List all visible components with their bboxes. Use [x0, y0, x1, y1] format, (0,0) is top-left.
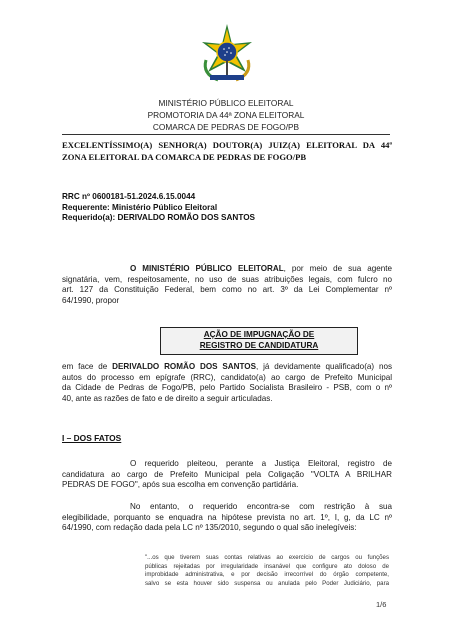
- requerente: Requerente: Ministério Público Eleitoral: [62, 202, 218, 212]
- facts-paragraph-1: [62, 459, 392, 491]
- header-line-1: MINISTÉRIO PÚBLICO ELEITORAL: [158, 98, 294, 108]
- facts1-line-3: PEDRAS DE FOGO", após sua escolha em convenção partidária.: [62, 480, 299, 490]
- addressee: [62, 140, 392, 163]
- header-divider: [62, 134, 390, 135]
- intro-paragraph: [62, 264, 392, 306]
- quote-line-4: salvo se esta houver sido suspensa ou anulada pelo Poder Judiciário, para: [145, 579, 389, 587]
- facing-rest: , já devidamente qualificado(a) nos: [255, 362, 393, 371]
- facts1-line-1: O requerido pleiteou, perante a Justiça Eleitoral, registro de: [130, 459, 392, 468]
- process-info: [62, 192, 392, 224]
- intro-rest: , por meio de sua agente: [283, 264, 392, 273]
- quote-line-1: "...os que tiverem suas contas relativas ao exercício de cargos ou funções: [145, 554, 389, 561]
- brazil-coat-of-arms-icon: [196, 22, 258, 84]
- facing-bold: DERIVALDO ROMÃO DOS SANTOS: [112, 362, 256, 371]
- intro-line-2: signatária, vem, respeitosamente, no uso de suas atribuições legais, com fulcro no: [62, 274, 392, 284]
- action-title-box: [160, 327, 358, 355]
- facts2-line-2: elegibilidade, porquanto se enquadra na hipótese prevista no art. 1º, I, g, da LC nº: [62, 512, 392, 522]
- intro-bold: O MINISTÉRIO PÚBLICO ELEITORAL: [130, 264, 284, 273]
- requerido: Requerido(a): DERIVALDO ROMÃO DOS SANTOS: [62, 213, 256, 222]
- addressee-line-1: EXCELENTÍSSIMO(A) SENHOR(A) DOUTOR(A) JUIZ(A) ELEITORAL DA 44ª: [62, 140, 392, 150]
- facts-paragraph-2: [62, 502, 392, 534]
- action-title-line-1: AÇÃO DE IMPUGNAÇÃO DE: [203, 330, 315, 339]
- facing-line-3: da Cidade de Pedras de Fogo/PB, pelo Partido Socialista Brasileiro - PSB, com o nº: [62, 383, 392, 393]
- intro-line-1: [62, 264, 392, 275]
- quote-line-2: públicas rejeitadas por irregularidade insanável que configure ato doloso de: [145, 562, 389, 570]
- quote-line-3: improbidade administrativa, e por decisão irrecorrível do órgão competente,: [145, 571, 389, 579]
- header-line-3: COMARCA DE PEDRAS DE FOGO/PB: [152, 122, 300, 132]
- action-title-line-2: REGISTRO DE CANDIDATURA: [199, 340, 319, 350]
- facing-pre: em face de: [62, 362, 113, 371]
- process-number: RRC nº 0600181-51.2024.6.15.0044: [62, 192, 196, 201]
- section-title: I – DOS FATOS: [62, 433, 122, 443]
- legal-quote: [145, 554, 389, 588]
- intro-line-4: 64/1990, propor: [62, 295, 120, 305]
- facing-line-4: 40, ante as razões de fato e de direito a seguir articuladas.: [62, 393, 273, 403]
- page-number: 1/6: [376, 600, 387, 609]
- intro-line-3: art. 127 da Constituição Federal, bem como no art. 3º da Lei Complementar nº: [62, 285, 392, 295]
- facts1-line-2: candidatura ao cargo de Prefeito Municipal pela Coligação "VOLTA A BRILHAR: [62, 469, 392, 479]
- facing-paragraph: [62, 362, 392, 404]
- header-line-2: PROMOTORIA DA 44ª ZONA ELEITORAL: [147, 110, 305, 120]
- facts2-line-3: 64/1990, com redação dada pela LC nº 135/2010, segundo o qual são inelegíveis:: [62, 523, 357, 533]
- facing-line-2: autos do processo em epígrafe (RRC), candidato(a) ao cargo de Prefeito Municipal: [62, 372, 392, 382]
- facing-line-1: [62, 362, 392, 373]
- facts2-line-1: No entanto, o requerido encontra-se com restrição à sua: [130, 502, 392, 511]
- addressee-line-2: ZONA ELEITORAL DA COMARCA DE PEDRAS DE FOGO/PB: [62, 151, 307, 162]
- header: [0, 97, 452, 133]
